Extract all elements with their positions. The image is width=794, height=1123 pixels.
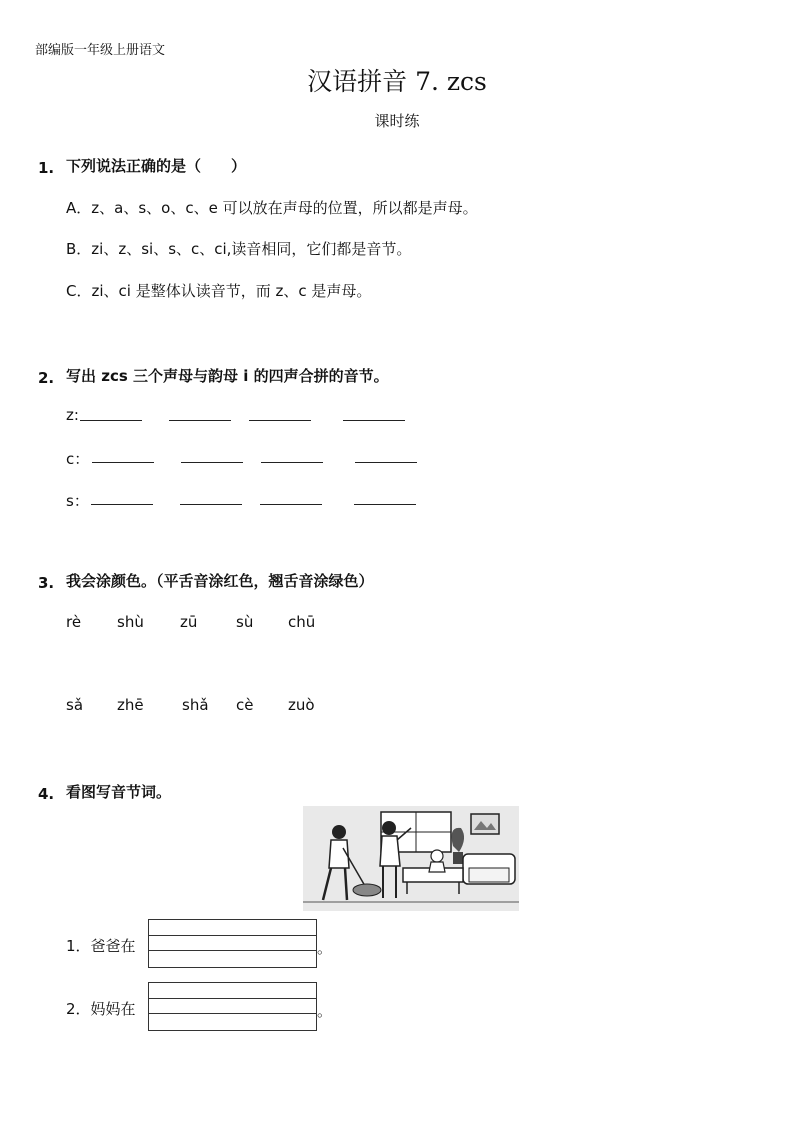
pinyin-syllable[interactable]: zuò	[288, 696, 315, 714]
q4-answer-box-2[interactable]	[148, 982, 317, 1031]
answer-blank[interactable]	[169, 406, 231, 421]
q1-option-b: B．zi、z、si、s、c、ci,读音相同，它们都是音节。	[66, 240, 412, 258]
q3-number: 3.	[38, 574, 55, 592]
q1-option-a: A．z、a、s、o、c、e 可以放在声母的位置，所以都是声母。	[66, 199, 478, 217]
q4-item-1	[66, 935, 136, 956]
q4-item-label: 2．妈妈在	[66, 1000, 136, 1018]
pinyin-syllable[interactable]: zhē	[117, 696, 144, 714]
answer-blank[interactable]	[80, 406, 142, 421]
q2-row-c	[66, 448, 89, 469]
answer-blank[interactable]	[260, 490, 322, 505]
q2-row-z	[66, 406, 79, 424]
q4-number: 4.	[38, 785, 55, 803]
pinyin-syllable[interactable]: shǎ	[182, 696, 209, 714]
answer-blank[interactable]	[249, 406, 311, 421]
answer-blank[interactable]	[180, 490, 242, 505]
q4-text: 看图写音节词。	[66, 783, 172, 801]
pinyin-writing-box[interactable]	[148, 982, 317, 1031]
answer-blank[interactable]	[181, 448, 243, 463]
q4-item-2-end: 。	[317, 1002, 333, 1020]
pinyin-syllable[interactable]: sù	[236, 613, 254, 631]
pinyin-syllable[interactable]: chū	[288, 613, 316, 631]
page-title: 汉语拼音 7. zcs	[307, 67, 487, 96]
q2-number: 2.	[38, 369, 55, 387]
answer-blank[interactable]	[91, 490, 153, 505]
pinyin-writing-box[interactable]	[148, 919, 317, 968]
q1-option-c: C．zi、ci 是整体认读音节，而 z、c 是声母。	[66, 282, 372, 300]
pinyin-syllable[interactable]: rè	[66, 613, 82, 631]
q3-text: 我会涂颜色。（平舌音涂红色，翘舌音涂绿色）	[66, 572, 374, 590]
q2-row-s	[66, 490, 89, 511]
answer-blank[interactable]	[261, 448, 323, 463]
answer-blank[interactable]	[92, 448, 154, 463]
answer-blank[interactable]	[355, 448, 417, 463]
q1-number: 1.	[38, 159, 55, 177]
q1-text: 下列说法正确的是（ ）	[66, 157, 247, 175]
q2-row-label: z:	[66, 406, 79, 424]
q4-item-1-end: 。	[317, 939, 333, 957]
q2-row-label: s：	[66, 492, 89, 510]
q4-item-2	[66, 998, 136, 1019]
header-note: 部编版一年级上册语文	[35, 43, 166, 58]
q2-row-s-blanks	[91, 490, 416, 509]
answer-blank[interactable]	[343, 406, 405, 421]
answer-blank[interactable]	[354, 490, 416, 505]
pinyin-syllable[interactable]: sǎ	[66, 696, 84, 714]
family-cleaning-illustration	[303, 806, 519, 911]
q2-row-label: c：	[66, 450, 90, 468]
q4-answer-box-1[interactable]	[148, 919, 317, 968]
q2-row-z-blanks	[80, 406, 405, 425]
pinyin-syllable[interactable]: zū	[180, 613, 198, 631]
pinyin-syllable[interactable]: shù	[117, 613, 144, 631]
q2-row-c-blanks	[92, 448, 417, 467]
q2-text: 写出 zcs 三个声母与韵母 i 的四声合拼的音节。	[66, 367, 389, 385]
q4-item-label: 1．爸爸在	[66, 937, 136, 955]
page-subtitle: 课时练	[374, 112, 420, 130]
pinyin-syllable[interactable]: cè	[236, 696, 254, 714]
